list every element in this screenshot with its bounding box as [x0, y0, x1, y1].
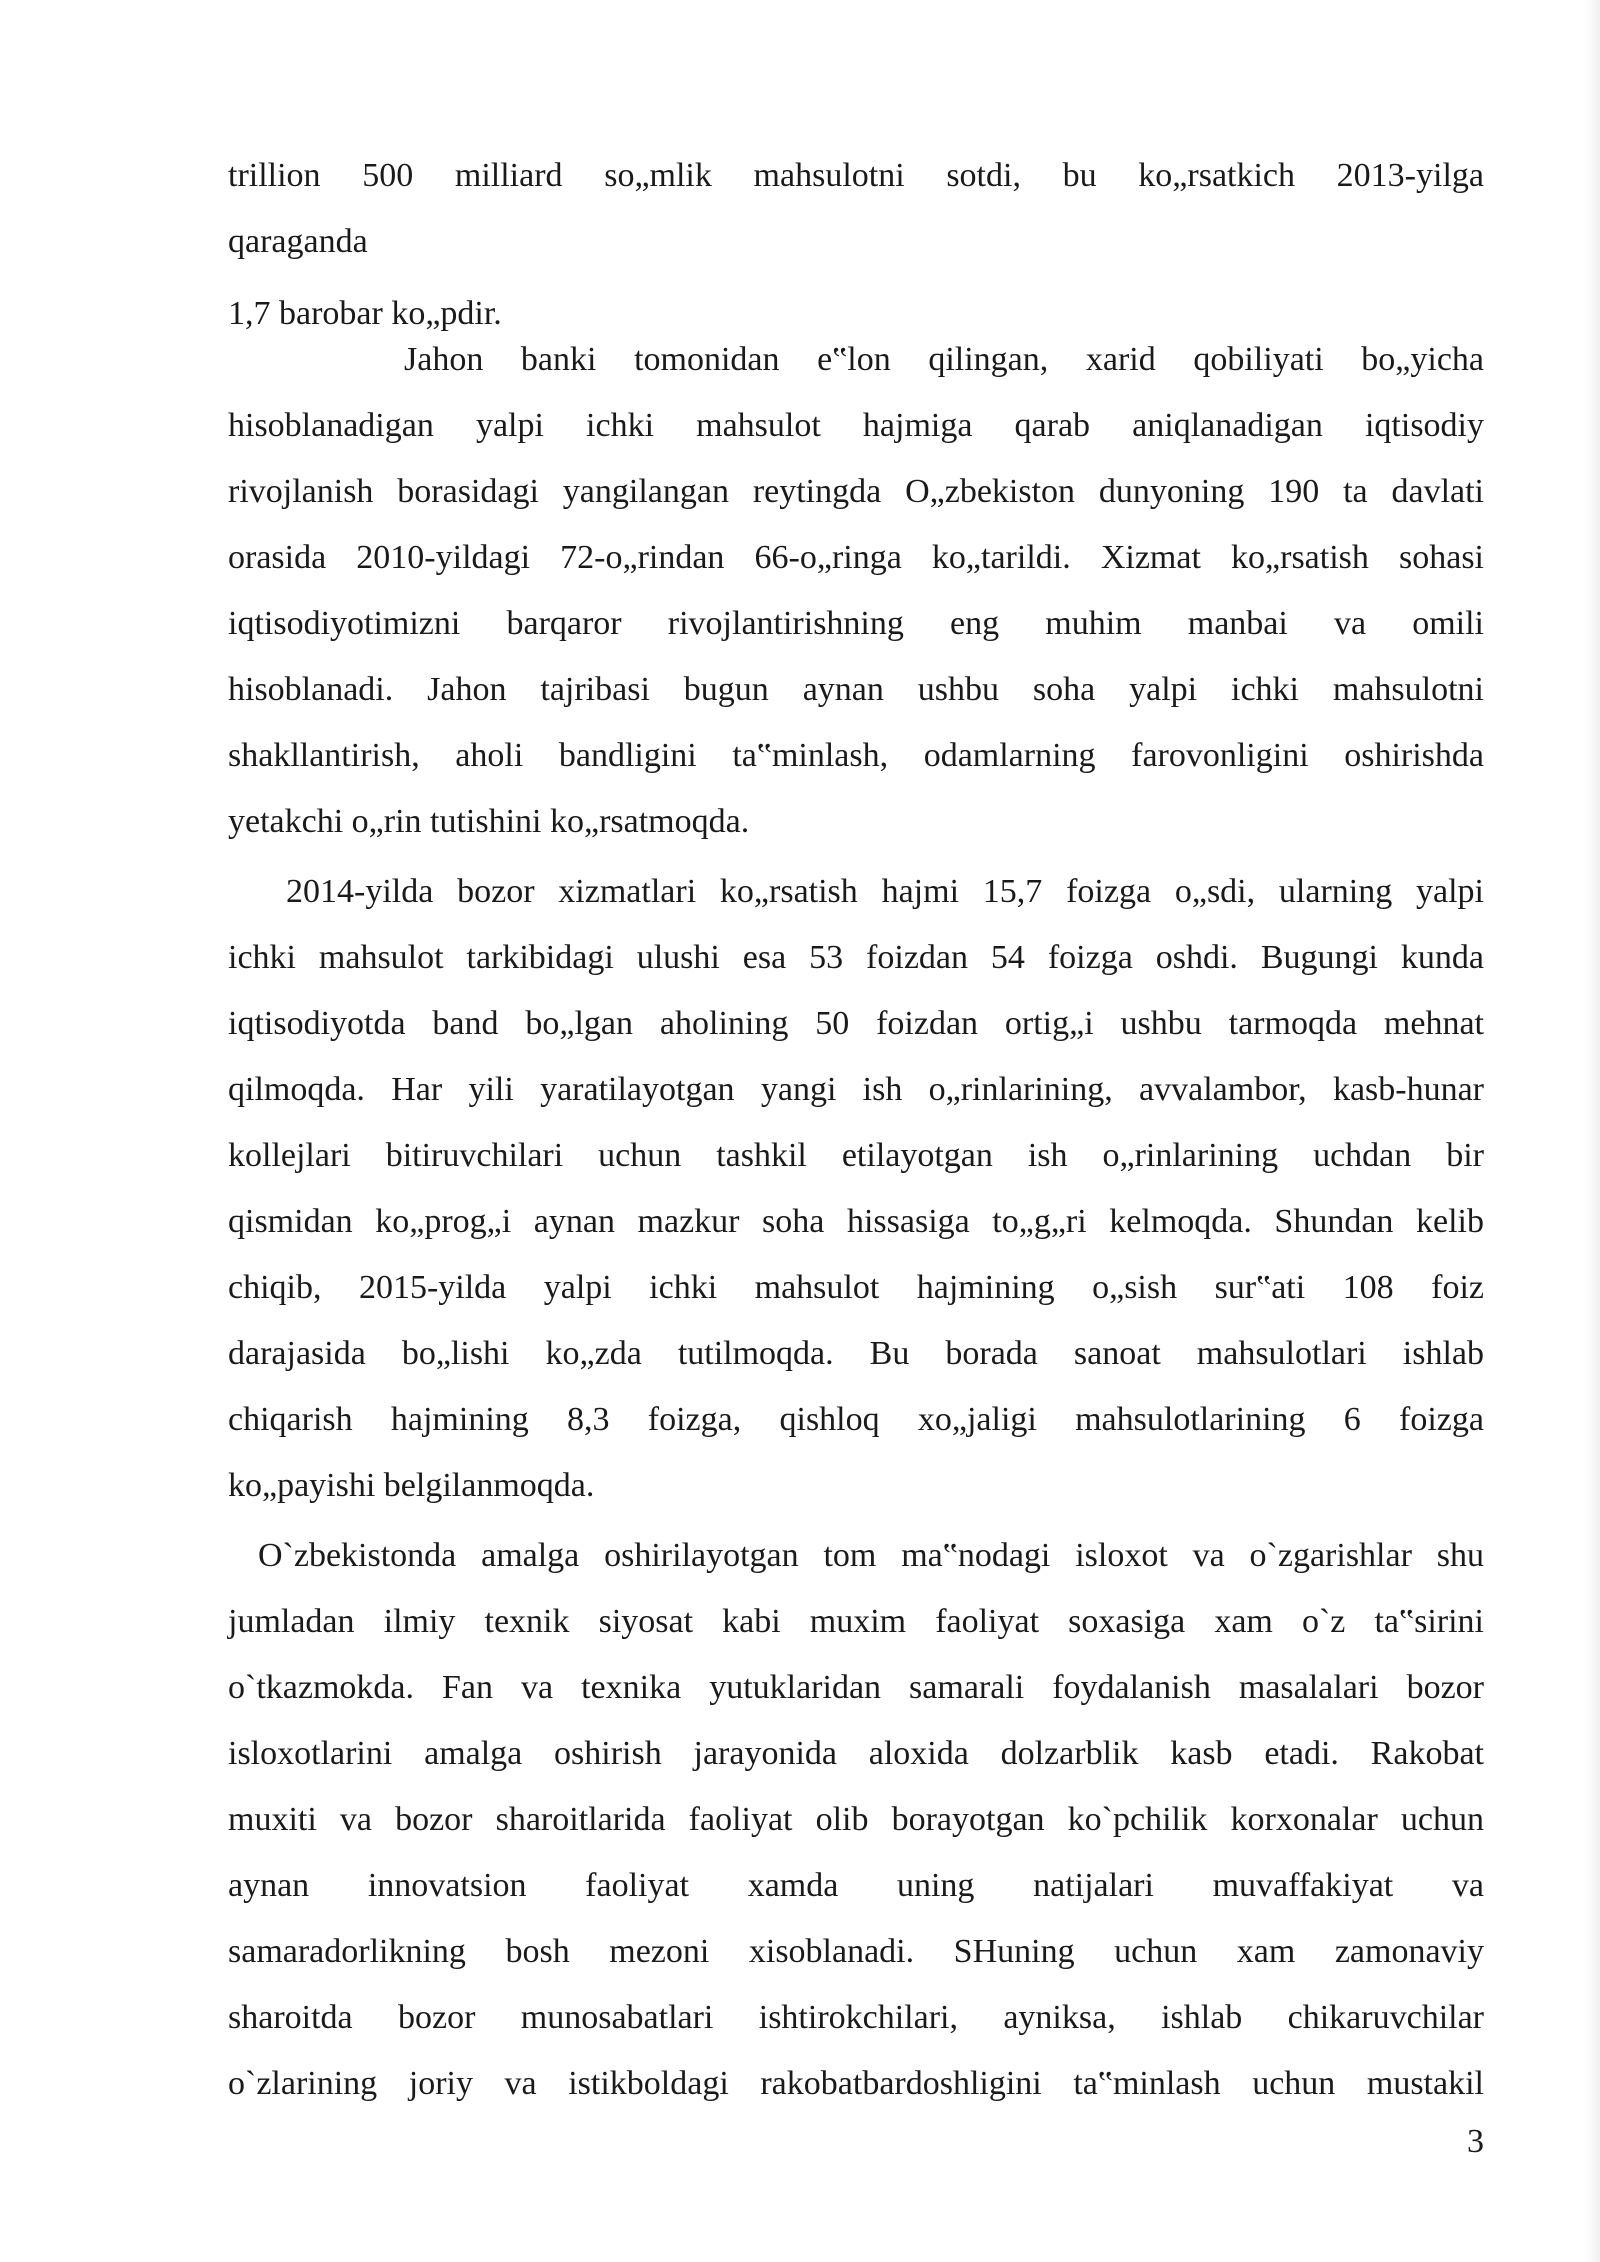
text-line: aynan innovatsion faoliyat xamda uning natijalari muvaffakiyat va	[228, 1867, 1484, 1904]
text-line: 2014-yilda bozor xizmatlari ko„rsatish hajmi 15,7 foizga o„sdi, ularning yalpi	[286, 873, 1484, 910]
text-line: O`zbekistonda amalga oshirilayotgan tom ma‟nodagi isloxot va o`zgarishlar shu	[258, 1537, 1484, 1574]
text-line: iqtisodiyotimizni barqaror rivojlantirishning eng muhim manbai va omili	[228, 605, 1484, 642]
text-line: chiqarish hajmining 8,3 foizga, qishloq xo„jaligi mahsulotlarining 6 foizga	[228, 1401, 1484, 1438]
text-line: jumladan ilmiy texnik siyosat kabi muxim faoliyat soxasiga xam o`z ta‟sirini	[228, 1603, 1484, 1640]
page-edge-shadow	[1586, 0, 1600, 2262]
text-line: ko„payishi belgilanmoqda.	[228, 1467, 595, 1504]
text-line: qilmoqda. Har yili yaratilayotgan yangi ish o„rinlarining, avvalambor, kasb-hunar	[228, 1071, 1484, 1108]
text-line: hisoblanadigan yalpi ichki mahsulot hajmiga qarab aniqlanadigan iqtisodiy	[228, 407, 1484, 444]
text-line: sharoitda bozor munosabatlari ishtirokchilari, ayniksa, ishlab chikaruvchilar	[228, 1999, 1484, 2036]
text-line: samaradorlikning bosh mezoni xisoblanadi. SHuning uchun xam zamonaviy	[228, 1933, 1484, 1970]
text-line: qismidan ko„prog„i aynan mazkur soha hissasiga to„g„ri kelmoqda. Shundan kelib	[228, 1203, 1484, 1240]
text-line: iqtisodiyotda band bo„lgan aholining 50 foizdan ortig„i ushbu tarmoqda mehnat	[228, 1005, 1484, 1042]
text-line: chiqib, 2015-yilda yalpi ichki mahsulot hajmining o„sish sur‟ati 108 foiz	[228, 1269, 1484, 1306]
text-line: o`tkazmokda. Fan va texnika yutuklaridan samarali foydalanish masalalari bozor	[228, 1669, 1484, 1706]
text-line: trillion 500 milliard so„mlik mahsulotni sotdi, bu ko„rsatkich 2013-yilga	[228, 157, 1484, 194]
page-number: 3	[1467, 2123, 1484, 2160]
text-line: yetakchi o„rin tutishini ko„rsatmoqda.	[228, 803, 750, 840]
text-line: darajasida bo„lishi ko„zda tutilmoqda. Bu borada sanoat mahsulotlari ishlab	[228, 1335, 1484, 1372]
text-line: kollejlari bitiruvchilari uchun tashkil etilayotgan ish o„rinlarining uchdan bir	[228, 1137, 1484, 1174]
text-line: hisoblanadi. Jahon tajribasi bugun aynan ushbu soha yalpi ichki mahsulotni	[228, 671, 1484, 708]
text-line: shakllantirish, aholi bandligini ta‟minlash, odamlarning farovonligini oshirishda	[228, 737, 1484, 774]
text-line: Jahon banki tomonidan e‟lon qilingan, xarid qobiliyati bo„yicha	[404, 341, 1484, 378]
text-line: 1,7 barobar ko„pdir.	[228, 295, 502, 332]
text-line: qaraganda	[228, 223, 368, 260]
text-line: rivojlanish borasidagi yangilangan reytingda O„zbekiston dunyoning 190 ta davlati	[228, 473, 1484, 510]
text-line: isloxotlarini amalga oshirish jarayonida aloxida dolzarblik kasb etadi. Rakobat	[228, 1735, 1484, 1772]
text-line: orasida 2010-yildagi 72-o„rindan 66-o„ringa ko„tarildi. Xizmat ko„rsatish sohasi	[228, 539, 1484, 576]
text-line: ichki mahsulot tarkibidagi ulushi esa 53 foizdan 54 foizga oshdi. Bugungi kunda	[228, 939, 1484, 976]
text-line: muxiti va bozor sharoitlarida faoliyat olib borayotgan ko`pchilik korxonalar uchun	[228, 1801, 1484, 1838]
text-line: o`zlarining joriy va istikboldagi rakobatbardoshligini ta‟minlash uchun mustakil	[228, 2065, 1484, 2102]
